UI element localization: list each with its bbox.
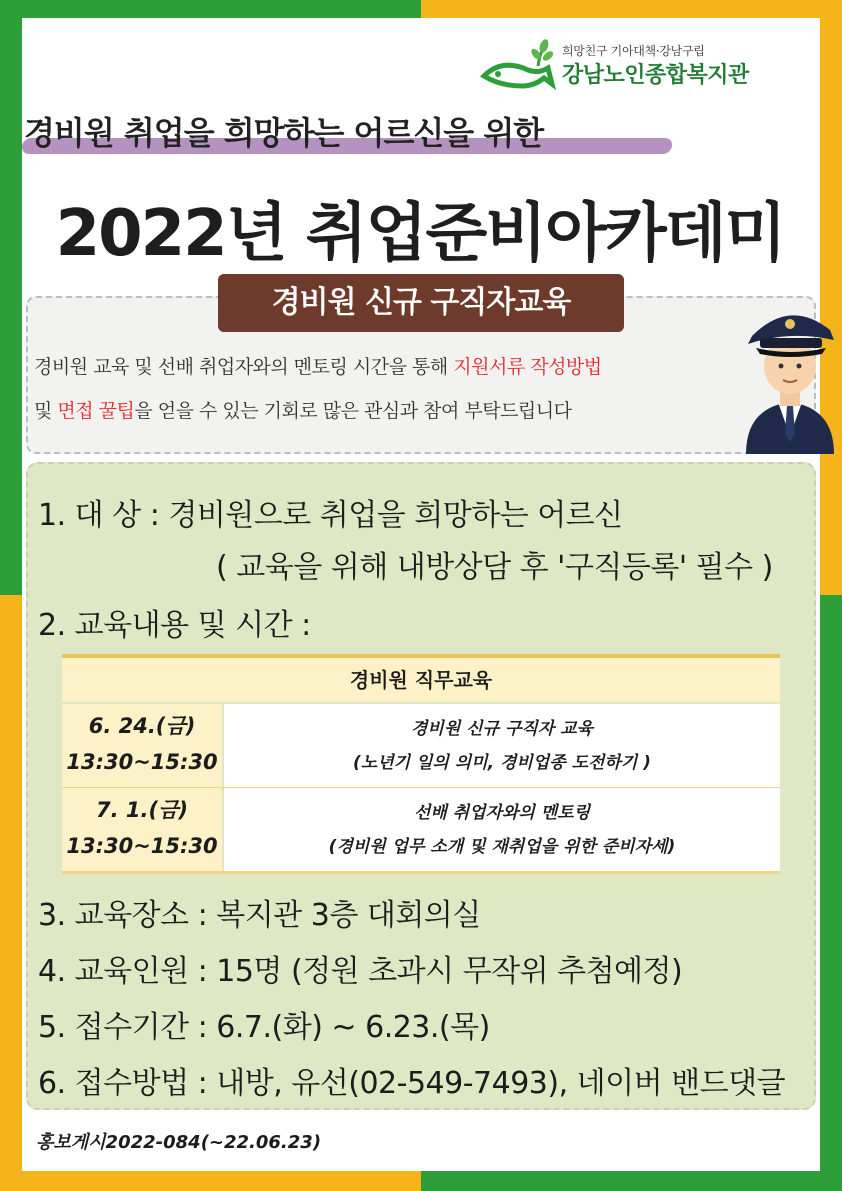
side-bar-green-left <box>0 0 22 595</box>
item-target: 1. 대 상 : 경비원으로 취업을 희망하는 어르신 <box>38 498 623 533</box>
corner-bar-yellow-top <box>421 0 842 18</box>
item-method: 6. 접수방법 : 내방, 유선(02-549-7493), 네이버 밴드댓글 <box>38 1066 786 1101</box>
intro-text: 경비원 교육 및 선배 취업자와의 멘토링 시간을 통해 <box>34 356 454 378</box>
schedule-header: 경비원 직무교육 <box>62 654 780 702</box>
schedule-date: 7. 1.(금) <box>96 798 188 822</box>
organization-logo <box>478 36 798 96</box>
item-period: 5. 접수기간 : 6.7.(화) ~ 6.23.(목) <box>38 1010 490 1045</box>
schedule-date-cell <box>62 704 222 788</box>
schedule-body-cell <box>224 704 780 788</box>
notice-number: 홍보게시2022-084(~22.06.23) <box>36 1132 322 1153</box>
item-content: 2. 교육내용 및 시간 : <box>38 608 311 643</box>
corner-bar-green-top <box>0 0 421 18</box>
item-target-note: ( 교육을 위해 내방상담 후 '구직등록' 필수 ) <box>216 550 773 585</box>
side-bar-yellow-left <box>0 595 22 1191</box>
intro-line-2 <box>34 396 571 423</box>
schedule-body-cell <box>224 788 780 872</box>
schedule-date-cell <box>62 788 222 872</box>
item-place: 3. 교육장소 : 복지관 3층 대회의실 <box>38 898 481 933</box>
item-people: 4. 교육인원 : 15명 (정원 초과시 무작위 추첨예정) <box>38 954 683 989</box>
corner-bar-yellow-bottom <box>0 1171 421 1191</box>
schedule-title: 경비원 신규 구직자 교육 <box>411 719 593 739</box>
fish-leaf-logo-icon <box>478 36 562 94</box>
intro-highlight: 지원서류 작성방법 <box>453 356 602 378</box>
schedule-detail: (노년기 일의 의미, 경비업종 도전하기 ) <box>353 753 651 773</box>
corner-bar-green-bottom <box>421 1171 842 1191</box>
page-subtitle: 경비원 취업을 희망하는 어르신을 위한 <box>24 114 544 152</box>
side-bar-green-right <box>820 595 842 1191</box>
logo-name: 강남노인종합복지관 <box>562 63 749 88</box>
row-divider <box>62 871 780 874</box>
schedule-time: 13:30~15:30 <box>66 750 218 774</box>
logo-tagline: 희망친구 기아대책·강남구립 <box>562 44 705 58</box>
schedule-detail: (경비원 업무 소개 및 재취업을 위한 준비자세) <box>328 837 676 857</box>
schedule-date: 6. 24.(금) <box>88 714 196 738</box>
program-badge: 경비원 신규 구직자교육 <box>218 274 624 332</box>
page-title: 2022년 취업준비아카데미 <box>55 197 785 271</box>
table-row <box>62 704 780 790</box>
schedule-time: 13:30~15:30 <box>66 834 218 858</box>
schedule-title: 선배 취업자와의 멘토링 <box>413 803 591 823</box>
intro-line-1 <box>34 352 602 379</box>
intro-text: 및 <box>34 400 58 422</box>
security-guard-icon <box>742 296 838 454</box>
intro-highlight: 면접 꿀팁 <box>57 400 135 422</box>
table-row <box>62 788 780 874</box>
intro-text: 을 얻을 수 있는 기회로 많은 관심과 참여 부탁드립니다 <box>134 400 572 422</box>
